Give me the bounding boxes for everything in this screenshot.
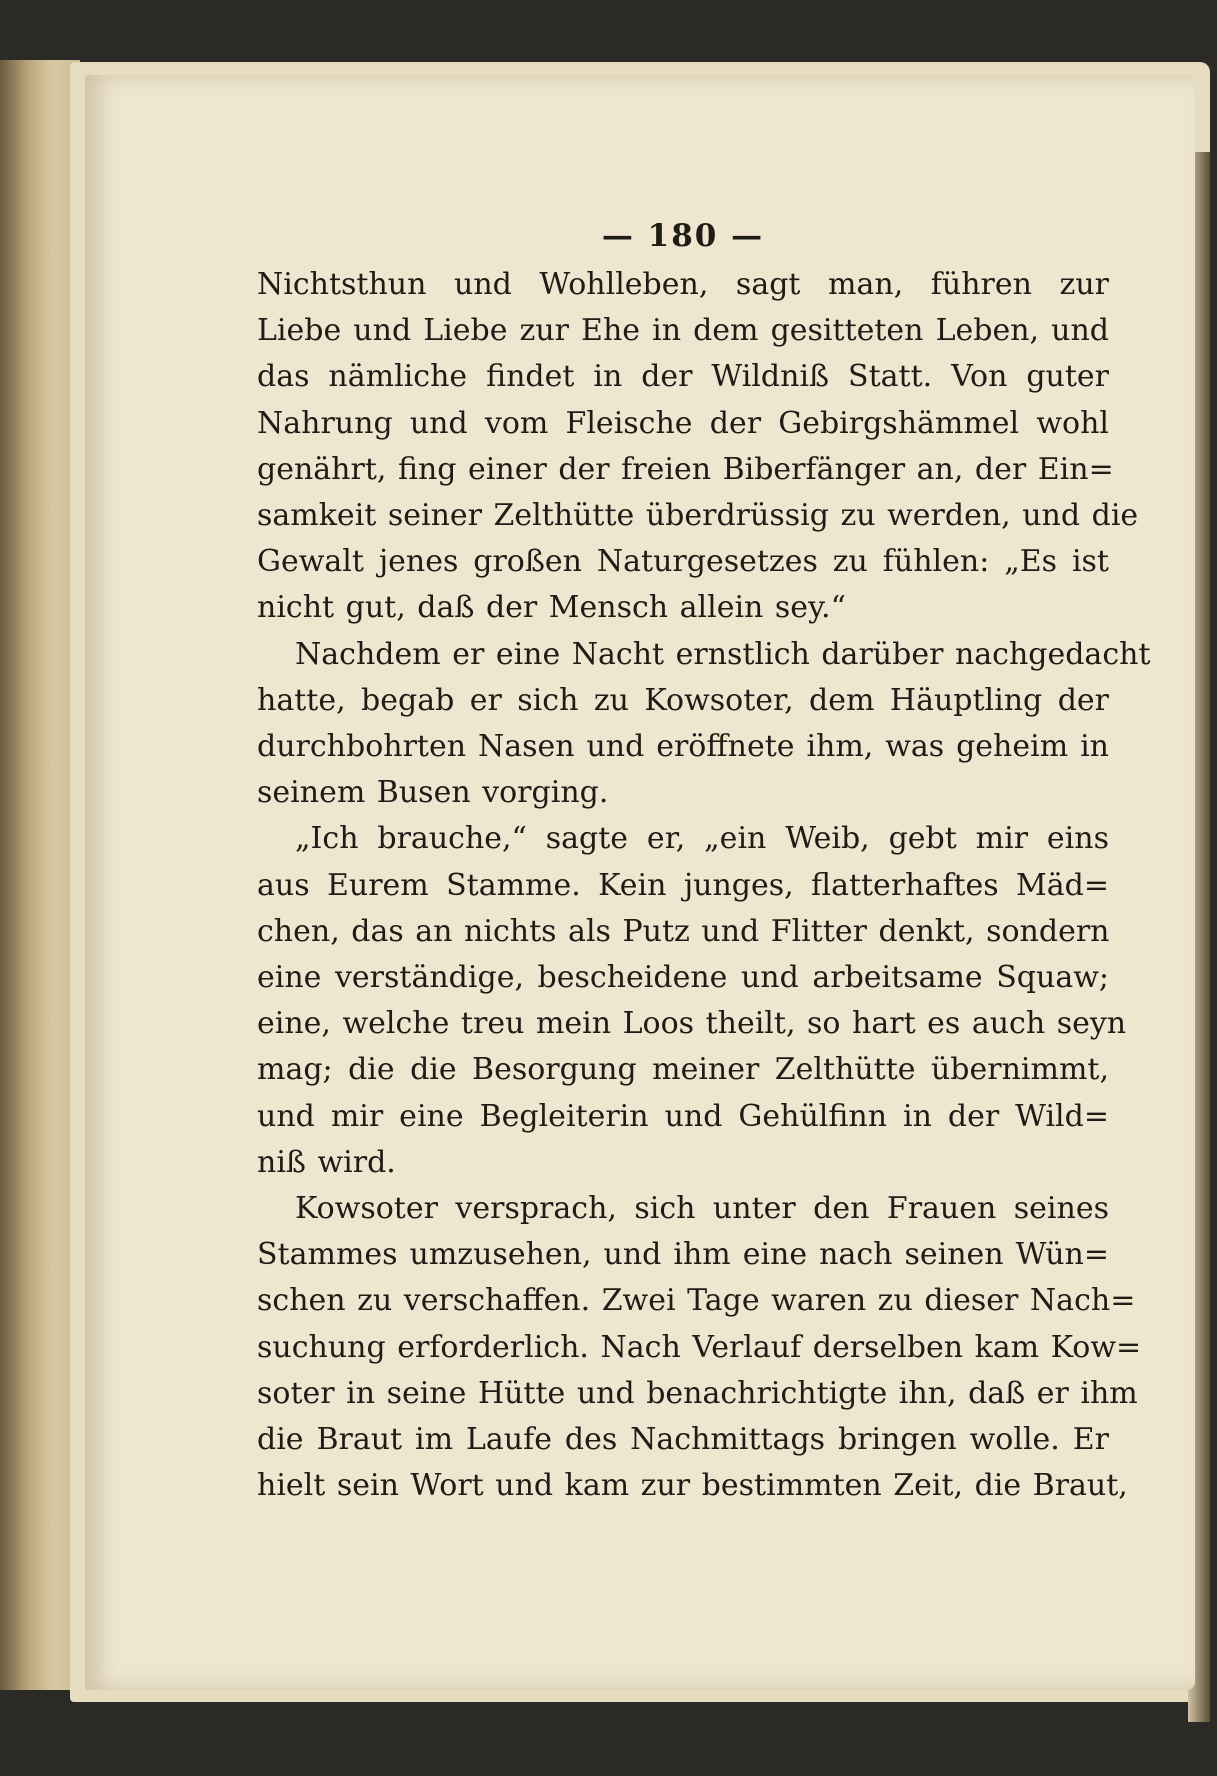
text-line: Gewalt jenes großen Naturgesetzes zu fühlen: „Es ist bbox=[257, 544, 1109, 580]
text-line: niß wird. bbox=[257, 1144, 396, 1180]
text-line: seinem Busen vorging. bbox=[257, 775, 609, 811]
text-line: die Braut im Laufe des Nachmittags bringen wolle. Er bbox=[257, 1422, 1109, 1458]
text-line: hielt sein Wort und kam zur bestimmten Zeit, die Braut, bbox=[257, 1468, 1128, 1504]
text-line: nicht gut, daß der Mensch allein sey.“ bbox=[257, 590, 846, 626]
text-line: das nämliche findet in der Wildniß Statt. Von guter bbox=[257, 359, 1109, 395]
text-line: hatte, begab er sich zu Kowsoter, dem Häuptling der bbox=[257, 682, 1109, 718]
paragraph bbox=[257, 816, 1127, 1186]
paragraph bbox=[257, 632, 1151, 817]
text-line: mag; die die Besorgung meiner Zelthütte übernimmt, bbox=[257, 1052, 1109, 1088]
page-number: — 180 — bbox=[601, 218, 765, 254]
text-line: chen, das an nichts als Putz und Flitter denkt, sondern bbox=[257, 913, 1110, 949]
text-line: Nahrung und vom Fleische der Gebirgshämmel wohl bbox=[257, 405, 1109, 441]
text-line: Nichtsthun und Wohlleben, sagt man, führen zur bbox=[257, 267, 1109, 302]
page-content bbox=[257, 218, 1151, 1509]
text-line: durchbohrten Nasen und eröffnete ihm, was geheim in bbox=[257, 729, 1109, 765]
paragraph bbox=[257, 262, 1139, 632]
text-line: genährt, fing einer der freien Biberfänger an, der Ein= bbox=[257, 451, 1114, 487]
text-line: soter in seine Hütte und benachrichtigte ihn, daß er ihm bbox=[257, 1375, 1138, 1411]
book-spine bbox=[0, 60, 80, 1690]
text-line: Liebe und Liebe zur Ehe in dem gesitteten Leben, und bbox=[257, 313, 1109, 349]
text-line: und mir eine Begleiterin und Gehülfinn in der Wild= bbox=[257, 1098, 1109, 1134]
text-line: Nachdem er eine Nacht ernstlich darüber nachgedacht bbox=[295, 636, 1151, 672]
text-line: suchung erforderlich. Nach Verlauf derselben kam Kow= bbox=[257, 1329, 1142, 1365]
text-line: aus Eurem Stamme. Kein junges, flatterhaftes Mäd= bbox=[257, 867, 1109, 903]
text-line: Stammes umzusehen, und ihm eine nach seinen Wün= bbox=[257, 1237, 1109, 1273]
paragraph bbox=[257, 1186, 1142, 1509]
text-line: Kowsoter versprach, sich unter den Frauen seines bbox=[295, 1191, 1109, 1227]
text-line: eine, welche treu mein Loos theilt, so hart es auch seyn bbox=[257, 1006, 1127, 1042]
text-line: „Ich brauche,“ sagte er, „ein Weib, gebt mir eins bbox=[295, 821, 1109, 857]
text-line: samkeit seiner Zelthütte überdrüssig zu werden, und die bbox=[257, 498, 1139, 534]
text-line: schen zu verschaffen. Zwei Tage waren zu dieser Nach= bbox=[257, 1283, 1136, 1319]
text-line: eine verständige, bescheidene und arbeitsame Squaw; bbox=[257, 960, 1109, 996]
